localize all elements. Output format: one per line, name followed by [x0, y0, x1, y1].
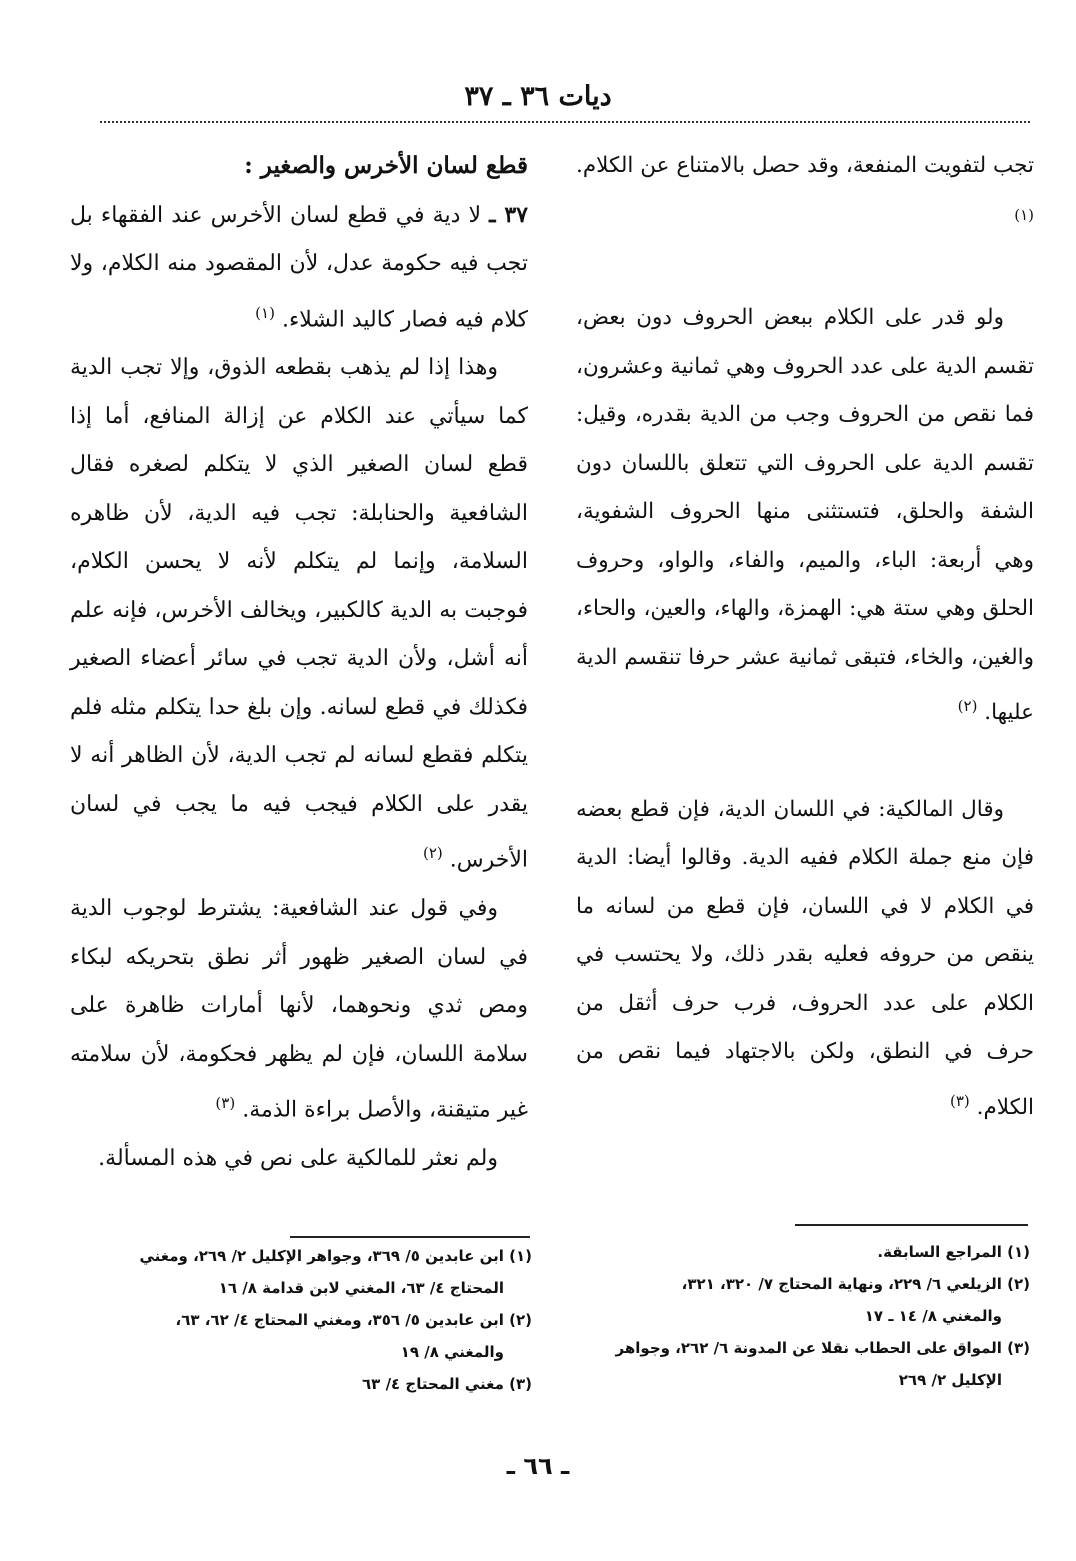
footnote-item: (٣) مغني المحتاج ٤/ ٦٣: [362, 1375, 532, 1393]
left-paragraph-3: وفي قول عند الشافعية: يشترط لوجوب الدية في لسان الصغير ظهور أثر نطق بتحريكه لبكاء ومص ثدي ونحوهما، لأنها أمارات ظاهرة على سلامة اللسان، فإن لم يظهر فحكومة، لأن سلامته غير متيقنة، والأصل براءة الذمة. $^{(٣)}$: [70, 896, 528, 1123]
footnote-ref: (٢): [422, 844, 443, 863]
footnote-item: (١) المراجع السابقة.: [877, 1243, 1030, 1261]
header-divider: [100, 121, 1030, 123]
footnote-item: (٣) المواق على الحطاب نقلا عن المدونة ٦/ ٢٦٢، وجواهر: [615, 1339, 1030, 1357]
section-number: ٣٧ ـ: [489, 201, 528, 228]
footnote-item: (١) ابن عابدين ٥/ ٣٦٩، وجواهر الإكليل ٢/ ٢٦٩، ومغني: [139, 1247, 532, 1265]
footnotes-left: [66, 1240, 532, 1400]
right-column: [576, 142, 1034, 1132]
right-paragraph-3: وقال المالكية: في اللسان الدية، فإن قطع بعضه فإن منع جملة الكلام ففيه الدية. وقالوا أيضا: الدية في الكلام لا في اللسان، فإن قطع من لسانه ما ينقص من حروفه فعليه بقدر ذلك، ولا يحتسب في الكلام على عدد الحروف، فرب حرف أثقل من حرف في النطق، ولكن بالاجتهاد فيما نقص من الكلام. $^{(٣)}$: [576, 796, 1034, 1120]
right-paragraph-1: تجب لتفويت المنفعة، وقد حصل بالامتناع عن الكلام. $^{(١)}$: [576, 153, 1034, 224]
footnotes-right: [570, 1236, 1030, 1396]
footnote-continuation: الإكليل ٢/ ٢٦٩: [898, 1371, 1002, 1389]
footnote-item: (٢) ابن عابدين ٥/ ٣٥٦، ومغني المحتاج ٤/ ٦٢، ٦٣،: [175, 1311, 532, 1329]
footnote-ref: (٣): [950, 1091, 970, 1110]
footnote-ref: (٢): [957, 697, 978, 716]
footnote-continuation: والمغني ٨/ ١٤ ـ ١٧: [864, 1307, 1002, 1325]
left-paragraph-4: ولم نعثر للمالكية على نص في هذه المسألة.: [98, 1145, 498, 1171]
page-header: [0, 80, 1076, 114]
page-number: ـ ٦٦ ـ: [506, 1452, 570, 1480]
footnote-continuation: والمغني ٨/ ١٩: [400, 1343, 504, 1361]
footnote-divider-right: [795, 1224, 1028, 1226]
right-paragraph-2: ولو قدر على الكلام ببعض الحروف دون بعض، تقسم الدية على عدد الحروف وهي ثمانية وعشرون، فما نقص من الحروف وجب من الدية بقدره، وقيل: تقسم الدية على الحروف التي تتعلق باللسان دون الشفة والحلق، فتستثنى منها الحروف الشفوية، وهي أربعة: الباء، والميم، والفاء، والواو، وحروف الحلق وهي ستة هي: الهمزة، والهاء، والعين، والحاء، والغين، والخاء، فتبقى ثمانية عشر حرفا تنقسم الدية عليها. $^{(٢)}$: [576, 305, 1034, 726]
footnote-ref: (١): [1014, 205, 1034, 224]
footnote-divider-left: [290, 1236, 530, 1238]
section-heading: قطع لسان الأخرس والصغير :: [244, 152, 528, 179]
footnote-item: (٢) الزيلعي ٦/ ٢٢٩، ونهاية المحتاج ٧/ ٣٢٠، ٣٢١،: [681, 1275, 1030, 1293]
footnote-ref: (٣): [215, 1094, 236, 1113]
footnote-continuation: المحتاج ٤/ ٦٣، المغني لابن قدامة ٨/ ١٦: [218, 1279, 504, 1297]
header-title: ديات ٣٦ ـ ٣٧: [464, 81, 612, 112]
footnote-ref: (١): [255, 303, 275, 322]
left-paragraph-1: ٣٧ ـ لا دية في قطع لسان الأخرس عند الفقهاء بل تجب فيه حكومة عدل، لأن المقصود منه الكلام، ولا كلام فيه فصار كاليد الشلاء. $^{(١)}$: [70, 201, 528, 332]
left-column: [70, 142, 528, 1183]
left-paragraph-2: وهذا إذا لم يذهب بقطعه الذوق، وإلا تجب الدية كما سيأتي عند الكلام عن إزالة المنافع، أما إذا قطع لسان الصغير الذي لا يتكلم لصغره فقال الشافعية والحنابلة: تجب فيه الدية، لأن ظاهره السلامة، وإنما لم يتكلم لأنه لا يحسن الكلام، فوجبت به الدية كالكبير، ويخالف الأخرس، فإنه علم أنه أشل، ولأن الدية تجب في سائر أعضاء الصغير فكذلك في قطع لسانه. وإن بلغ حدا يتكلم مثله فلم يتكلم فقطع لسانه لم تجب الدية، لأن الظاهر أنه لا يقدر على الكلام فيجب فيه ما يجب في لسان الأخرس. $^{(٢)}$: [70, 355, 528, 873]
